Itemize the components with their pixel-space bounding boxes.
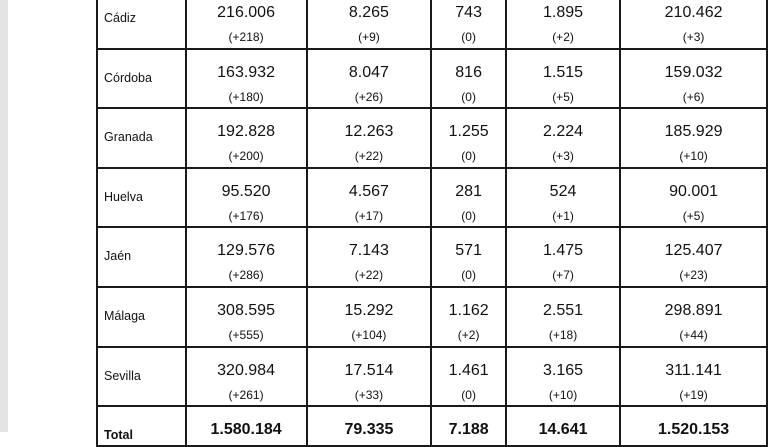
cell-value: 15.292 xyxy=(344,301,394,319)
table-cell xyxy=(431,287,506,347)
total-cell xyxy=(186,406,307,446)
cell-value: 281 xyxy=(455,182,482,200)
table-cell xyxy=(431,108,506,168)
cell-change: (+7) xyxy=(552,268,574,283)
table-row xyxy=(97,347,767,407)
cell-change: (+33) xyxy=(354,387,384,402)
table-cell xyxy=(307,0,432,49)
cell-value: 4.567 xyxy=(348,182,389,200)
total-label: Total xyxy=(97,406,186,446)
table-cell xyxy=(186,108,307,168)
cell-change: (0) xyxy=(461,268,476,283)
cell-change: (+286) xyxy=(228,268,264,283)
cell-value: 125.407 xyxy=(664,242,723,260)
cell-change: (+19) xyxy=(679,387,708,402)
cell-change: (+9) xyxy=(358,30,380,44)
total-cell xyxy=(620,406,767,446)
table-cell xyxy=(506,227,620,287)
data-table xyxy=(96,0,768,447)
cell-change: (+6) xyxy=(682,89,705,104)
cell-change: (0) xyxy=(461,89,476,104)
cell-change: (+104) xyxy=(351,327,387,342)
total-row xyxy=(97,406,767,446)
table-cell xyxy=(186,347,307,407)
row-label: Cádiz xyxy=(97,0,186,49)
table-cell xyxy=(620,108,767,168)
cell-change: (+3) xyxy=(552,149,574,164)
cell-value: 8.265 xyxy=(348,4,389,21)
table-cell xyxy=(186,49,307,109)
total-value: 7.188 xyxy=(448,421,489,439)
cell-change: (+1) xyxy=(552,208,574,223)
cell-value: 3.165 xyxy=(543,361,584,379)
cell-value: 192.828 xyxy=(217,123,275,141)
cell-change: (+555) xyxy=(228,327,264,342)
cell-change: (0) xyxy=(461,149,476,164)
table-cell xyxy=(186,287,307,347)
table-cell xyxy=(431,49,506,109)
table-cell xyxy=(307,227,432,287)
cell-change: (+5) xyxy=(552,89,574,104)
table-row xyxy=(97,49,767,109)
cell-value: 210.462 xyxy=(664,4,723,21)
cell-value: 7.143 xyxy=(348,242,389,260)
cell-value: 298.891 xyxy=(664,301,723,319)
table-cell xyxy=(307,287,432,347)
cell-value: 1.515 xyxy=(543,63,584,81)
table-row xyxy=(97,0,767,49)
cell-value: 571 xyxy=(455,242,482,260)
cell-change: (+218) xyxy=(228,30,264,44)
table-cell xyxy=(431,347,506,407)
table-row xyxy=(97,287,767,347)
row-label: Jaén xyxy=(97,227,186,287)
cell-value: 1.895 xyxy=(543,4,584,21)
table-cell xyxy=(307,108,432,168)
cell-value: 17.514 xyxy=(344,361,394,379)
cell-change: (+18) xyxy=(548,327,578,342)
cell-value: 2.551 xyxy=(543,301,584,319)
cell-change: (+3) xyxy=(682,30,705,44)
cell-change: (0) xyxy=(461,30,476,44)
table-cell xyxy=(186,0,307,49)
total-value: 14.641 xyxy=(538,421,588,439)
cell-change: (+10) xyxy=(548,387,578,402)
total-value: 79.335 xyxy=(344,421,394,439)
cell-value: 12.263 xyxy=(344,123,394,141)
table-cell xyxy=(307,347,432,407)
table-cell xyxy=(186,227,307,287)
cell-value: 1.255 xyxy=(448,123,489,141)
cell-change: (+22) xyxy=(354,268,384,283)
cell-value: 2.224 xyxy=(543,123,584,141)
cell-value: 163.932 xyxy=(217,63,275,81)
table-cell xyxy=(506,49,620,109)
cell-value: 816 xyxy=(455,63,482,81)
cell-change: (+22) xyxy=(354,149,384,164)
cell-change: (+200) xyxy=(228,149,264,164)
cell-change: (0) xyxy=(461,208,476,223)
total-value: 1.520.153 xyxy=(657,421,730,439)
cell-value: 1.475 xyxy=(543,242,584,260)
row-label: Sevilla xyxy=(97,347,186,407)
table-cell xyxy=(431,227,506,287)
cell-value: 308.595 xyxy=(217,301,275,319)
table-cell xyxy=(307,168,432,228)
row-label: Huelva xyxy=(97,168,186,228)
cell-value: 216.006 xyxy=(217,4,275,21)
cell-value: 90.001 xyxy=(669,182,719,200)
row-label: Granada xyxy=(97,108,186,168)
total-cell xyxy=(506,406,620,446)
cell-value: 95.520 xyxy=(221,182,271,200)
table-cell xyxy=(620,168,767,228)
cell-change: (+10) xyxy=(679,149,708,164)
table-row xyxy=(97,108,767,168)
table-cell xyxy=(186,168,307,228)
cell-value: 185.929 xyxy=(664,123,723,141)
table-cell xyxy=(506,168,620,228)
table-cell xyxy=(620,287,767,347)
cell-value: 311.141 xyxy=(665,361,722,379)
cell-value: 1.461 xyxy=(448,361,489,379)
cell-change: (+180) xyxy=(228,89,264,104)
cell-change: (+17) xyxy=(354,208,384,223)
cell-change: (+5) xyxy=(682,208,705,223)
table-cell xyxy=(431,168,506,228)
table-cell xyxy=(620,347,767,407)
table-cell xyxy=(506,0,620,49)
table-cell xyxy=(506,108,620,168)
cell-change: (+261) xyxy=(228,387,264,402)
table-cell xyxy=(307,49,432,109)
table-cell xyxy=(506,287,620,347)
table-cell xyxy=(620,227,767,287)
row-label: Málaga xyxy=(97,287,186,347)
cell-change: (+2) xyxy=(457,327,480,342)
table-cell xyxy=(506,347,620,407)
table-cell xyxy=(431,0,506,49)
cell-change: (+2) xyxy=(552,30,574,44)
cell-change: (0) xyxy=(461,387,476,402)
cell-value: 524 xyxy=(549,182,577,200)
table-body xyxy=(97,0,767,446)
table-cell xyxy=(620,0,767,49)
table-row xyxy=(97,227,767,287)
total-cell xyxy=(431,406,506,446)
cell-change: (+23) xyxy=(679,268,708,283)
cell-value: 1.162 xyxy=(448,301,489,319)
table-row xyxy=(97,168,767,228)
cell-value: 129.576 xyxy=(217,242,275,260)
cell-change: (+26) xyxy=(354,89,384,104)
total-cell xyxy=(307,406,432,446)
cell-value: 8.047 xyxy=(348,63,389,81)
total-value: 1.580.184 xyxy=(210,421,282,439)
cell-change: (+44) xyxy=(679,327,708,342)
row-label: Córdoba xyxy=(97,49,186,109)
cell-change: (+176) xyxy=(228,208,264,223)
table-cell xyxy=(620,49,767,109)
cell-value: 159.032 xyxy=(664,63,723,81)
cell-value: 743 xyxy=(455,4,482,21)
cell-value: 320.984 xyxy=(217,361,275,379)
